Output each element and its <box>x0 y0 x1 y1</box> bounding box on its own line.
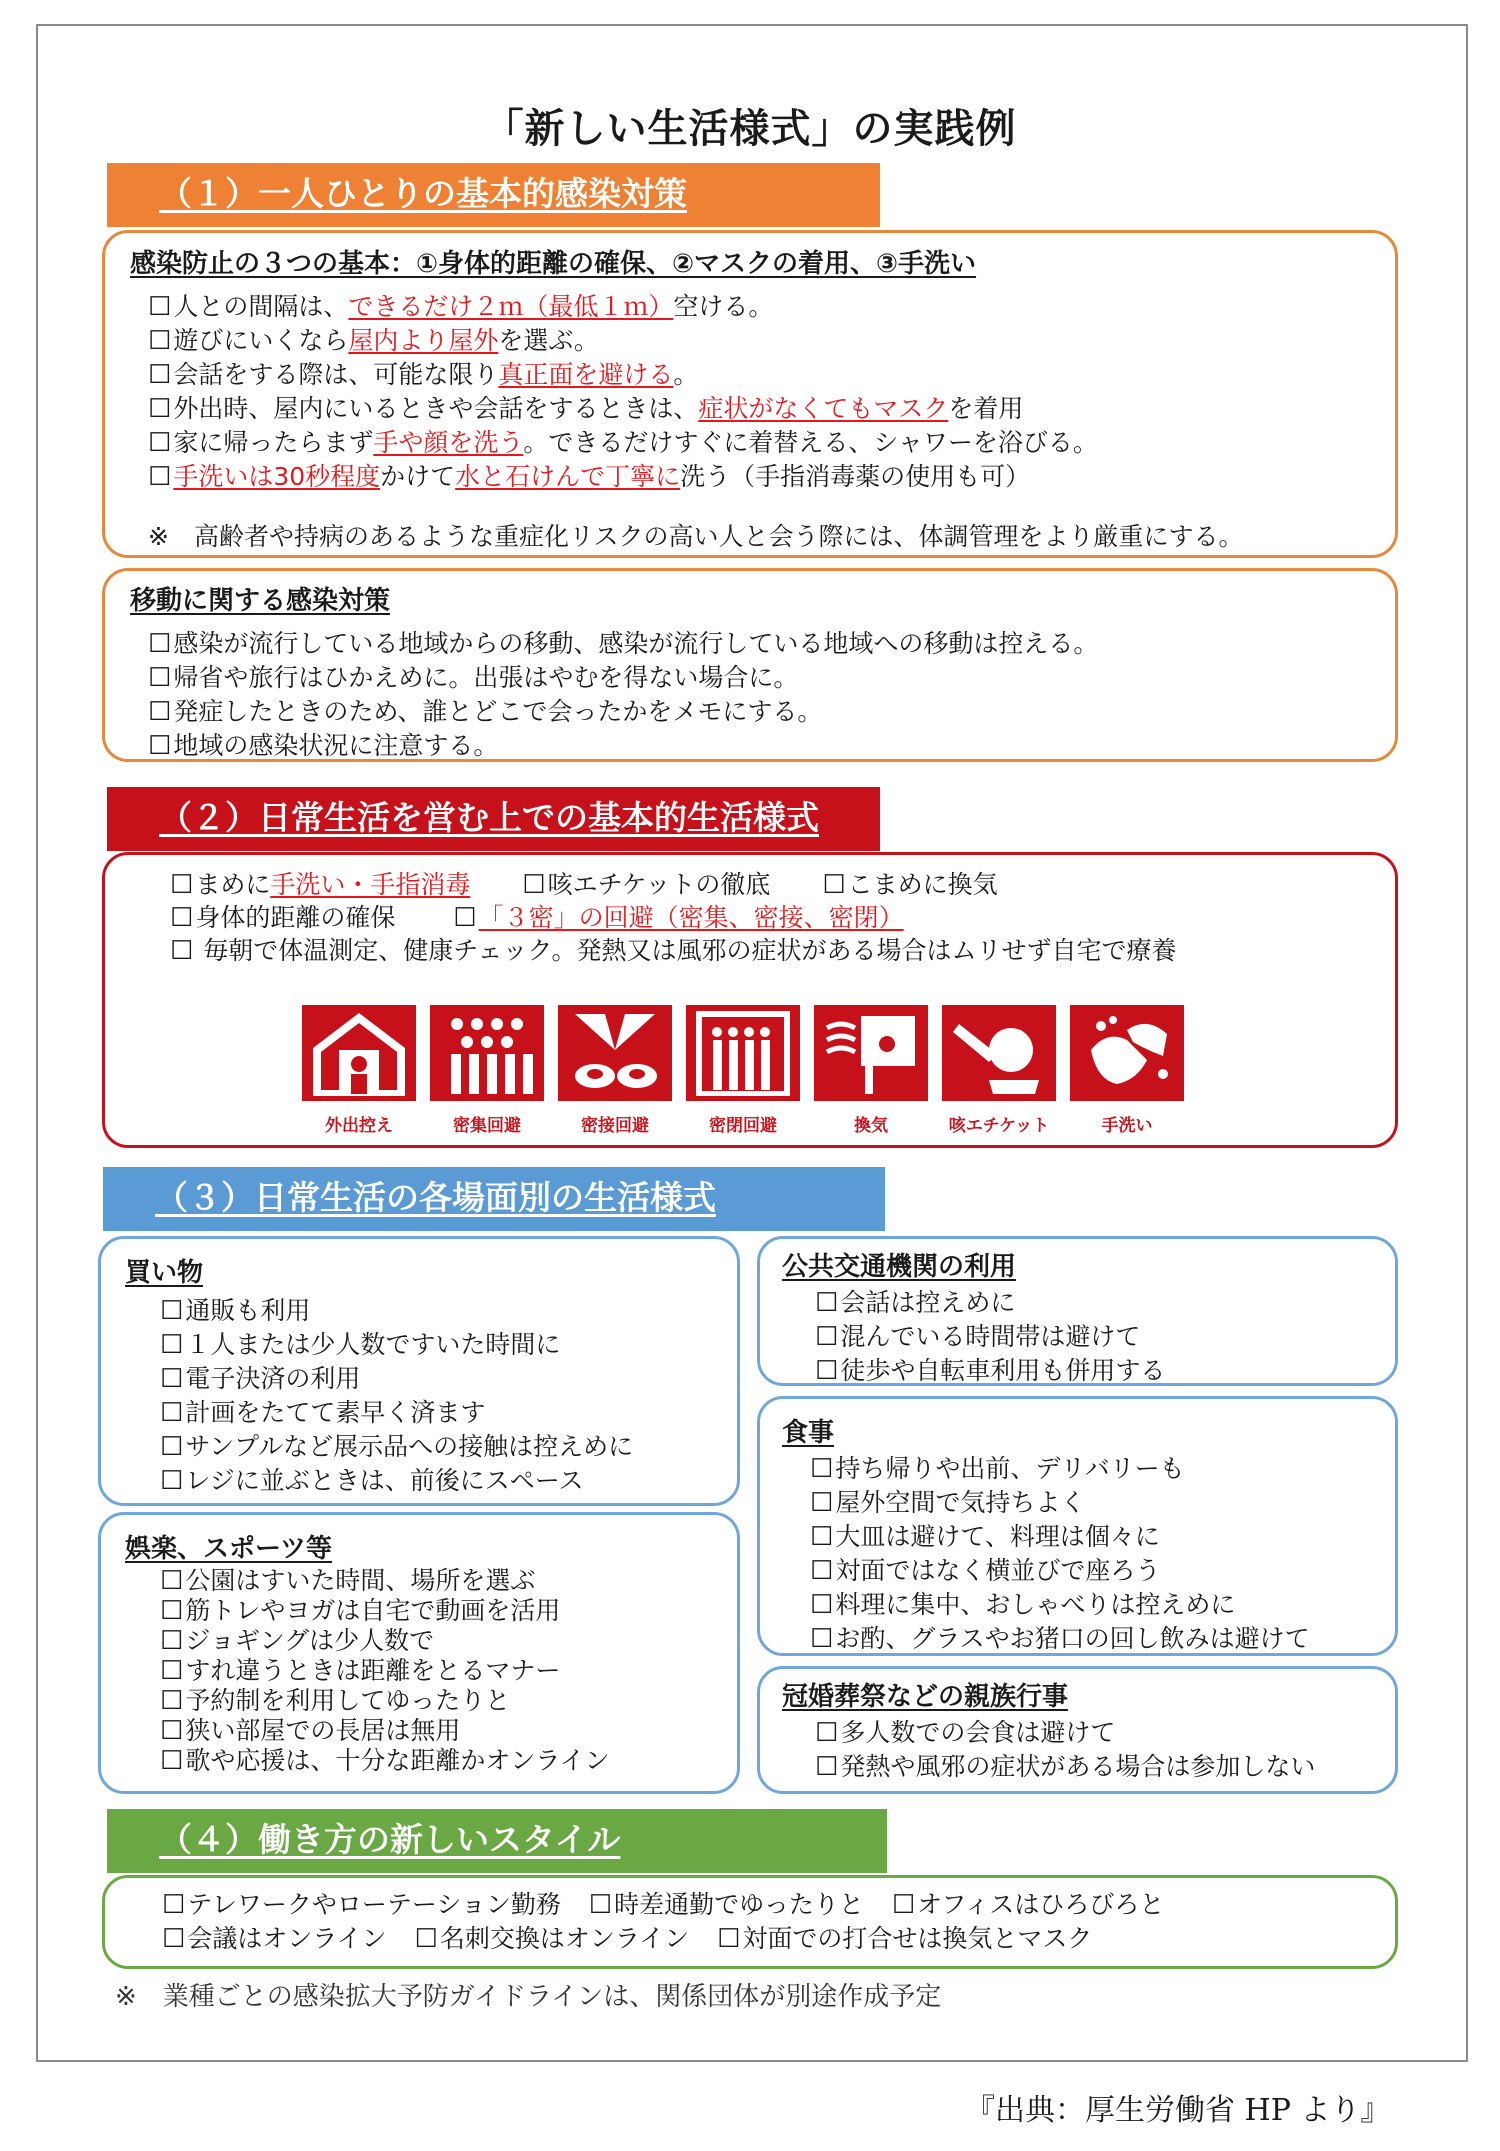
shopping-heading: 買い物 <box>125 1258 204 1288</box>
list-item: ☐ 公園はすいた時間、場所を選ぶ <box>160 1566 610 1596</box>
icon-cell <box>428 1005 546 1136</box>
closed-space-avoid-icon <box>686 1005 800 1101</box>
icon-label: 密集回避 <box>453 1116 521 1136</box>
ceremony-list <box>815 1716 1315 1784</box>
leisure-list <box>160 1566 610 1776</box>
icon-label: 換気 <box>854 1116 888 1136</box>
icon-label: 手洗い <box>1101 1116 1153 1136</box>
icon-cell <box>940 1005 1058 1136</box>
list-item: ☐ １人または少人数ですいた時間に <box>160 1328 633 1362</box>
icon-label: 咳エチケット <box>948 1116 1050 1136</box>
page-title: 「新しい生活様式」の実践例 <box>483 106 1017 152</box>
list-item: ☐ 会議はオンライン <box>162 1924 387 1953</box>
list-item: ☐ 筋トレやヨガは自宅で動画を活用 <box>160 1596 610 1626</box>
cough-etiquette-icon <box>942 1005 1056 1101</box>
list-item: ☐ 歌や応援は、十分な距離かオンライン <box>160 1746 610 1776</box>
list-item: ☐ レジに並ぶときは、前後にスペース <box>160 1464 633 1498</box>
list-item: ☐ 外出時、屋内にいるときや会話をするときは、症状がなくてもマスクを着用 <box>148 392 1098 426</box>
list-item: ☐ 発症したときのため、誰とどこで会ったかをメモにする。 <box>148 695 1098 729</box>
work-style-row-2 <box>162 1922 1092 1956</box>
list-item: ☐ 狭い部屋での長居は無用 <box>160 1716 610 1746</box>
list-item: ☐ 咳エチケットの徹底 <box>522 870 770 899</box>
icon-label: 外出控え <box>325 1116 393 1136</box>
daily-life-row-3 <box>170 934 1177 968</box>
list-item: ☐ 予約制を利用してゆったりと <box>160 1686 610 1716</box>
meals-list <box>810 1452 1310 1656</box>
crowd-avoid-icon <box>430 1005 544 1101</box>
list-item: ☐ ジョギングは少人数で <box>160 1626 610 1656</box>
close-contact-avoid-icon <box>558 1005 672 1101</box>
ventilation-icon <box>814 1005 928 1101</box>
icon-label: 密接回避 <box>581 1116 649 1136</box>
list-item: ☐ お酌、グラスやお猪口の回し飲みは避けて <box>810 1622 1310 1656</box>
list-item: ☐ 発熱や風邪の症状がある場合は参加しない <box>815 1750 1315 1784</box>
section-4-banner: （４）働き方の新しいスタイル <box>107 1809 887 1873</box>
work-style-row-1 <box>162 1888 1164 1922</box>
shopping-list <box>160 1294 633 1498</box>
list-item: ☐ 名刺交換はオンライン <box>415 1924 690 1953</box>
list-item: ☐ オフィスはひろびろと <box>892 1890 1165 1919</box>
list-item: ☐ 対面ではなく横並びで座ろう <box>810 1554 1310 1588</box>
list-item: ☐ 電子決済の利用 <box>160 1362 633 1396</box>
daily-life-row-2 <box>170 901 904 935</box>
list-item: ☐ 地域の感染状況に注意する。 <box>148 729 1098 763</box>
list-item: ☐ 手洗いは30秒程度かけて水と石けんで丁寧に洗う（手指消毒薬の使用も可） <box>148 460 1098 494</box>
daily-life-row-1 <box>170 868 998 902</box>
list-item: ☐ 会話をする際は、可能な限り真正面を避ける。 <box>148 358 1098 392</box>
list-item: ☐ 感染が流行している地域からの移動、感染が流行している地域への移動は控える。 <box>148 627 1098 661</box>
list-item: ☐ 大皿は避けて、料理は個々に <box>810 1520 1310 1554</box>
list-item: ☐ こまめに換気 <box>822 870 997 899</box>
list-item: ☐ 家に帰ったらまず手や顔を洗う。できるだけすぐに着替える、シャワーを浴びる。 <box>148 426 1098 460</box>
list-item: ☐ 身体的距離の確保 <box>170 903 395 932</box>
source-citation: 『出典：厚生労働省 HP より』 <box>965 2093 1391 2128</box>
list-item: ☐ サンプルなど展示品への接触は控えめに <box>160 1430 633 1464</box>
travel-measures-heading: 移動に関する感染対策 <box>130 586 391 616</box>
list-item: ☐ 料理に集中、おしゃべりは控えめに <box>810 1588 1310 1622</box>
list-item: ☐ 毎朝で体温測定、健康チェック。発熱又は風邪の症状がある場合はムリせず自宅で療養 <box>170 936 1177 965</box>
pictogram-row <box>300 1005 1186 1136</box>
icon-cell <box>812 1005 930 1136</box>
icon-label: 密閉回避 <box>709 1116 777 1136</box>
list-item: ☐ 徒歩や自転車利用も併用する <box>815 1354 1165 1388</box>
list-item: ☐ 通販も利用 <box>160 1294 633 1328</box>
guideline-note: ※ 業種ごとの感染拡大予防ガイドラインは、関係団体が別途作成予定 <box>115 1982 942 2012</box>
transit-heading: 公共交通機関の利用 <box>782 1252 1017 1282</box>
list-item: ☐ まめに手洗い・手指消毒 <box>170 870 470 899</box>
list-item: ☐ 会話は控えめに <box>815 1286 1165 1320</box>
list-item: ☐ 混んでいる時間帯は避けて <box>815 1320 1165 1354</box>
high-risk-note: ※ 高齢者や持病のあるような重症化リスクの高い人と会う際には、体調管理をより厳重にする。 <box>148 522 1244 551</box>
ceremony-heading: 冠婚葬祭などの親族行事 <box>782 1682 1069 1712</box>
list-item: ☐ 「３密」の回避（密集、密接、密閉） <box>453 903 903 932</box>
leisure-heading: 娯楽、スポーツ等 <box>125 1534 332 1564</box>
meals-heading: 食事 <box>782 1418 835 1448</box>
icon-cell <box>300 1005 418 1136</box>
section-3-banner: （３）日常生活の各場面別の生活様式 <box>103 1167 885 1231</box>
list-item: ☐ 人との間隔は、できるだけ２ｍ（最低１ｍ）空ける。 <box>148 290 1098 324</box>
list-item: ☐ すれ違うときは距離をとるマナー <box>160 1656 610 1686</box>
section-1-banner: （１）一人ひとりの基本的感染対策 <box>107 163 880 227</box>
list-item: ☐ 帰省や旅行はひかえめに。出張はやむを得ない場合に。 <box>148 661 1098 695</box>
section-2-banner: （２）日常生活を営む上での基本的生活様式 <box>107 787 880 851</box>
list-item: ☐ テレワークやローテーション勤務 <box>162 1890 561 1919</box>
stay-home-icon <box>302 1005 416 1101</box>
list-item: ☐ 時差通勤でゆったりと <box>589 1890 864 1919</box>
transit-list <box>815 1286 1165 1388</box>
hand-washing-icon <box>1070 1005 1184 1101</box>
list-item: ☐ 計画をたてて素早く済ます <box>160 1396 633 1430</box>
list-item: ☐ 屋外空間で気持ちよく <box>810 1486 1310 1520</box>
icon-cell <box>556 1005 674 1136</box>
list-item: ☐ 対面での打合せは換気とマスク <box>717 1924 1092 1953</box>
list-item: ☐ 遊びにいくなら屋内より屋外を選ぶ。 <box>148 324 1098 358</box>
basic-measures-list <box>148 290 1098 494</box>
list-item: ☐ 持ち帰りや出前、デリバリーも <box>810 1452 1310 1486</box>
basic-measures-heading: 感染防止の３つの基本：①身体的距離の確保、②マスクの着用、③手洗い <box>130 249 977 279</box>
icon-cell <box>684 1005 802 1136</box>
list-item: ☐ 多人数での会食は避けて <box>815 1716 1315 1750</box>
icon-cell <box>1068 1005 1186 1136</box>
travel-measures-list <box>148 627 1098 763</box>
